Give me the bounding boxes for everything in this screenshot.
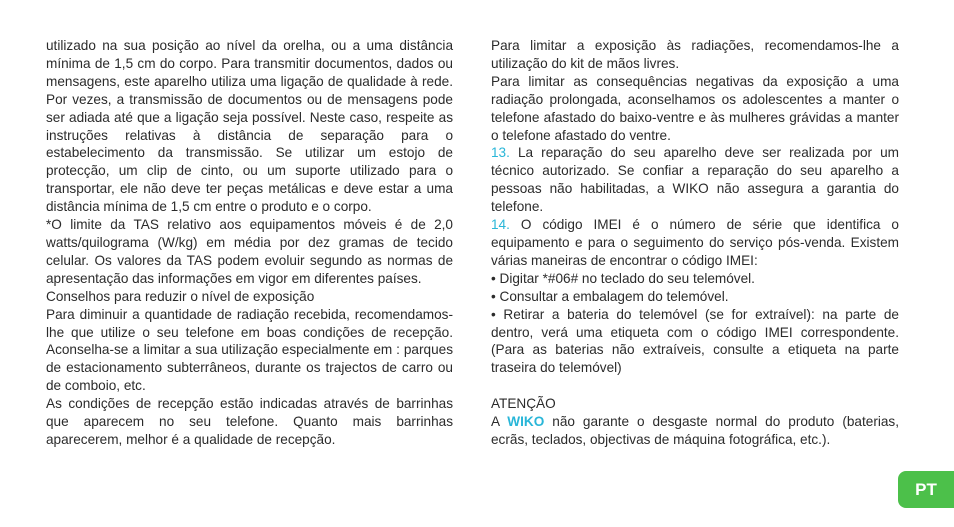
item-14 [491, 216, 899, 270]
paragraph-distance: utilizado na sua posição ao nível da orelha, ou a uma distância mínima de 1,5 cm do corpo. Para transmitir documentos, dados ou mensagens, este aparelho utiliza uma ligação de qualidade à rede. Por vezes, a transmissão de documentos ou de mensagens pode ser adiada até que a ligação seja possível. Neste caso, respeite as instruções relativas à distância de separação para o estabelecimento da transmissão. Se utilizar um estojo de protecção, um clip de cinto, ou um suporte utilizado para o transportar, ele não deve ter peças metálicas e deve estar a uma distância mínima de 1,5 cm entre o produto e o corpo. [46, 38, 453, 215]
attention-paragraph [491, 413, 899, 449]
item-14-number: 14. [491, 217, 510, 233]
paragraph-sar-limit: *O limite da TAS relativo aos equipamentos móveis é de 2,0 watts/quilograma (W/kg) em média por dez gramas de tecido celular. Os valores da TAS podem evoluir segundo as normas de apresentação das informações em vigor em diferentes países. [46, 217, 453, 286]
attention-text: não garante o desgaste normal do produto (baterias, ecrãs, teclados, objectivas de máquina fotográfica, etc.). [491, 414, 899, 448]
attention-heading: ATENÇÃO [491, 396, 556, 412]
bullet-packaging: • Consultar a embalagem do telemóvel. [491, 288, 729, 304]
bullet-battery: • Retirar a bateria do telemóvel (se for extraível): na parte de dentro, verá uma etiqueta com o código IMEI correspondente. (Para as baterias não extraíveis, consulte a etiqueta na parte traseira do telemóvel) [491, 306, 899, 376]
paragraph-handsfree: Para limitar a exposição às radiações, recomendamos-lhe a utilização do kit de mãos livres. [491, 38, 899, 71]
paragraph-reception: Para diminuir a quantidade de radiação recebida, recomendamos-lhe que utilize o seu telefone em boas condições de recepção. Aconselha-se a limitar a sua utilização especialmente em : parques de estacionamento subterrâneos, durante os trajectos de carro ou de comboio, etc. [46, 306, 453, 394]
spacer [491, 377, 899, 395]
paragraph-exposure: Para limitar as consequências negativas da exposição a uma radiação prolongada, aconselhamos os adolescentes a manter o telefone afastado do baixo-ventre e às mulheres grávidas a manter o telefone afastado do ventre. [491, 73, 899, 143]
item-13 [491, 144, 899, 216]
brand-name: WIKO [507, 414, 545, 430]
paragraph-bars: As condições de recepção estão indicadas através de barrinhas que aparecem no seu telefone. Quanto mais barrinhas aparecerem, melhor é a qualidade de recepção. [46, 396, 453, 447]
item-13-number: 13. [491, 145, 510, 161]
section-heading: Conselhos para reduzir o nível de exposição [46, 288, 315, 304]
language-badge: PT [898, 471, 954, 508]
left-column [46, 37, 453, 449]
item-13-text: La reparação do seu aparelho deve ser realizada por um técnico autorizado. Se confiar a reparação do seu aparelho a pessoas não habilitadas, a WIKO não assegura a garantia do telefone. [491, 145, 899, 215]
attention-prefix: A [491, 414, 508, 430]
item-14-text: O código IMEI é o número de série que identifica o equipamento e para o seguimento do serviço pós-venda. Existem várias maneiras de encontrar o código IMEI: [491, 217, 899, 268]
bullet-dial-code: • Digitar *#06# no teclado do seu telemóvel. [491, 270, 755, 286]
right-column [491, 37, 899, 449]
